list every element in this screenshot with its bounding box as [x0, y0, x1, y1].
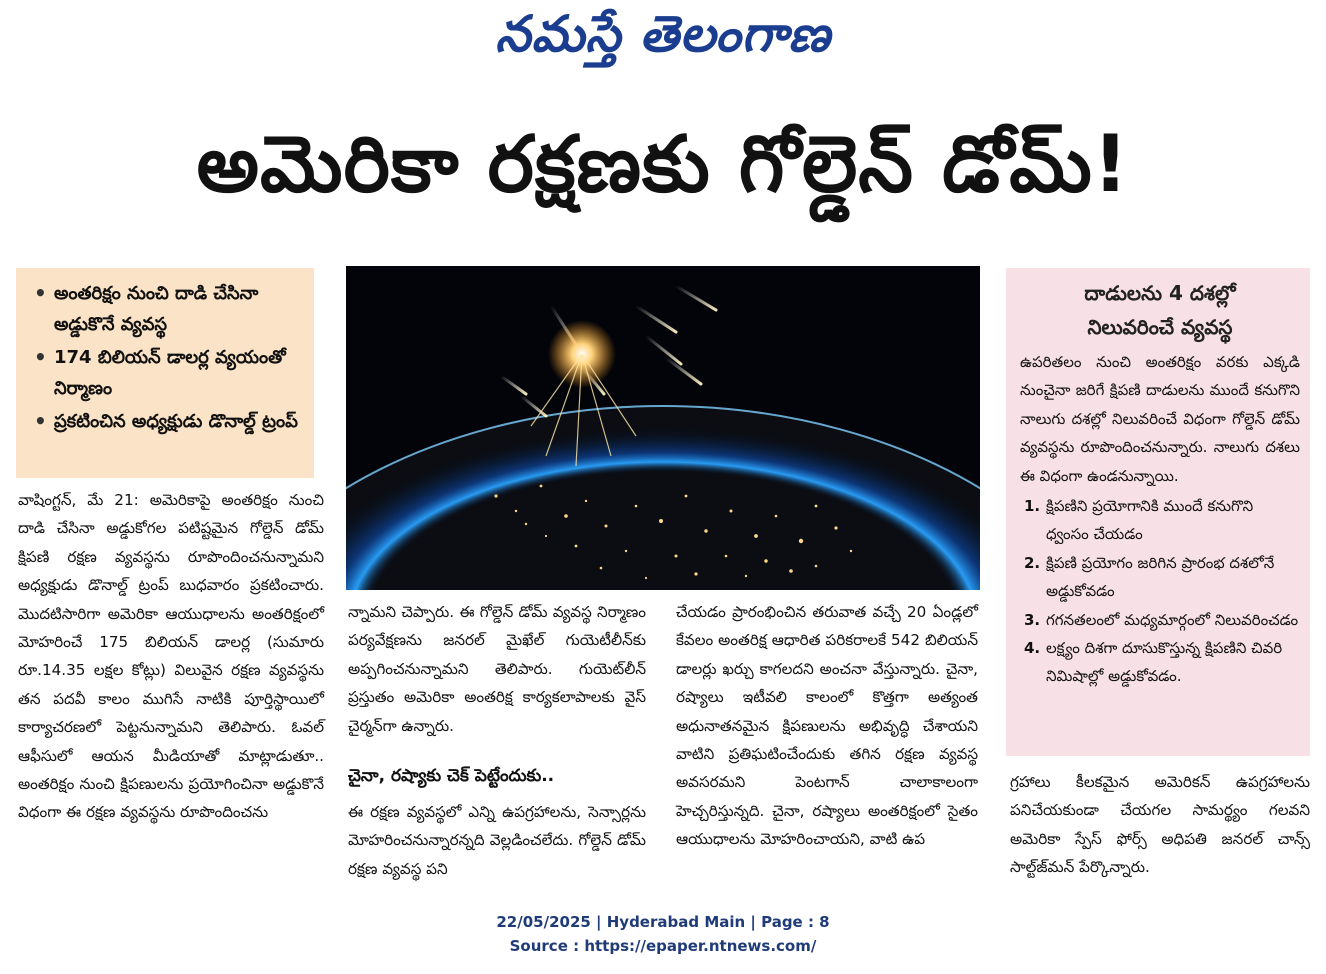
- highlight-item: • ప్రకటించిన అధ్యక్షుడు డొనాల్డ్ ట్రంప్: [30, 406, 304, 437]
- edition-info: 22/05/2025 | Hyderabad Main | Page : 8: [496, 913, 830, 931]
- four-stage-sidebox: [1006, 268, 1310, 756]
- highlight-item: • 174 బిలియన్ డాలర్ల వ్యయంతో నిర్మాణం: [30, 342, 304, 404]
- stage-item: [1020, 606, 1300, 634]
- masthead-logo: నమస్తే తెలంగాణ: [495, 4, 831, 63]
- stage-number: 3.: [1024, 610, 1041, 629]
- article-column-2: న్నామని చెప్పారు. ఈ గోల్డెన్ డోమ్ వ్యవస్థ నిర్మాణం పర్యవేక్షణను జనరల్ మైఖేల్ గుయెటీలీన్‌కు అప్పగించనున్నామని తెలిపారు. గుయెట్‌లీన్ ప్రస్తుతం అమెరికా అంతరిక్ష కార్యకలాపాలకు వైస్ చైర్మన్‌గా ఉన్నారు.: [348, 603, 646, 735]
- stage-item: [1020, 549, 1300, 606]
- article-column-3: చేయడం ప్రారంభించిన తరువాత వచ్చే 20 ఏండ్లలో కేవలం అంతరిక్ష ఆధారిత పరికరాలకే 542 బిలియన్ డాలర్లు ఖర్చు కాగలదని అంచనా వేస్తున్నారు. చైనా, రష్యాలు ఇటీవలి కాలంలో కొత్తగా అత్యంత అధునాతనమైన క్షిపణులను అభివృద్ధి చేశాయని వాటిని ప్రతిఘటించేందుకు తగిన రక్షణ వ్యవస్థ అవసరమని పెంటగాన్ చాలాకాలంగా హెచ్చరిస్తున్నది. చైనా, రష్యాలు అంతరిక్షంలో సైతం ఆయుధాలను మోహరించాయని, వాటి ఉప: [676, 603, 978, 849]
- sidebox-intro: ఉపరితలం నుంచి అంతరిక్షం వరకు ఎక్కడి నుంచైనా జరిగే క్షిపణి దాడులను ముందే కనుగొని నాలుగు దశల్లో నిలువరించే విధంగా గోల్డెన్ డోమ్ వ్యవస్థను రూపొందించనున్నారు. నాలుగు దశలు ఈ విధంగా ఉండనున్నాయి.: [1020, 353, 1300, 485]
- highlights-box: [16, 268, 314, 478]
- earth-night-image: [346, 266, 980, 590]
- footer: [0, 910, 1326, 958]
- stage-item: [1020, 492, 1300, 549]
- highlight-item: • అంతరిక్షం నుంచి దాడి చేసినా అడ్డుకొనే వ్యవస్థ: [30, 278, 304, 340]
- headline: అమెరికా రక్షణకు గోల్డెన్ డోమ్!: [196, 120, 1130, 210]
- stage-text: లక్ష్యం దిశగా దూసుకొస్తున్న క్షిపణిని చివరి నిమిషాల్లో అడ్డుకోవడం.: [1046, 639, 1283, 686]
- stage-text: క్షిపణి ప్రయోగం జరిగిన ప్రారంభ దశలోనే అడ్డుకోవడం: [1046, 553, 1275, 601]
- article-column-2-continued: ఈ రక్షణ వ్యవస్థలో ఎన్ని ఉపగ్రహాలను, సెన్సార్లను మోహరించనున్నారన్నది వెల్లడించలేదు. గోల్డెన్ డోమ్ రక్షణ వ్యవస్థ పని: [348, 803, 646, 878]
- stage-text: గగనతలంలో మధ్యమార్గంలో నిలువరించడం: [1046, 610, 1299, 629]
- stage-item: [1020, 634, 1300, 691]
- stage-text: క్షిపణిని ప్రయోగానికి ముందే కనుగొని ధ్వంసం చేయడం: [1046, 497, 1254, 544]
- source-link[interactable]: Source : https://epaper.ntnews.com/: [509, 937, 817, 955]
- stage-number: 1.: [1024, 497, 1041, 516]
- article-column-1: వాషింగ్టన్, మే 21: అమెరికాపై అంతరిక్షం నుంచి దాడి చేసినా అడ్డుకోగల పటిష్టమైన గోల్డెన్ డోమ్ క్షిపణి రక్షణ వ్యవస్థను రూపొందించనున్నామని అధ్యక్షుడు డొనాల్డ్ ట్రంప్ బుధవారం ప్రకటించారు. మొదటిసారిగా అమెరికా ఆయుధాలను అంతరిక్షంలో మోహరించే 175 బిలియన్ డాలర్ల (సుమారు రూ.14.35 లక్షల కోట్లు) విలువైన రక్షణ వ్యవస్థను తన పదవీ కాలం ముగిసే నాటికి పూర్తిస్థాయిలో కార్యాచరణలో పెట్టనున్నామని తెలిపారు. ఓవల్ ఆఫీసులో ఆయన మీడియాతో మాట్లాడుతూ.. అంతరిక్షం నుంచి క్షిపణులను ప్రయోగించినా అడ్డుకొనే విధంగా ఈ రక్షణ వ్యవస్థను రూపొందించను: [18, 491, 324, 822]
- article-column-4: గ్రహాలు కీలకమైన అమెరికన్ ఉపగ్రహాలను పనిచేయకుండా చేయగల సామర్థ్యం గలవని అమెరికా స్పేస్ ఫోర్స్ అధిపతి జనరల్ చాన్స్ సాల్ట్‌జ్‌మన్ పేర్కొన్నారు.: [1010, 773, 1310, 877]
- stages-list: [1020, 492, 1300, 691]
- sidebox-title-line1: దాడులను 4 దశల్లో: [1084, 281, 1236, 305]
- earth-night-photo: [346, 266, 980, 590]
- stage-number: 4.: [1024, 639, 1041, 658]
- article-subhead: చైనా, రష్యాకు చెక్ పెట్టేందుకు..: [348, 766, 555, 786]
- stage-number: 2.: [1024, 553, 1041, 572]
- sidebox-title-line2: నిలువరించే వ్యవస్థ: [1087, 315, 1233, 339]
